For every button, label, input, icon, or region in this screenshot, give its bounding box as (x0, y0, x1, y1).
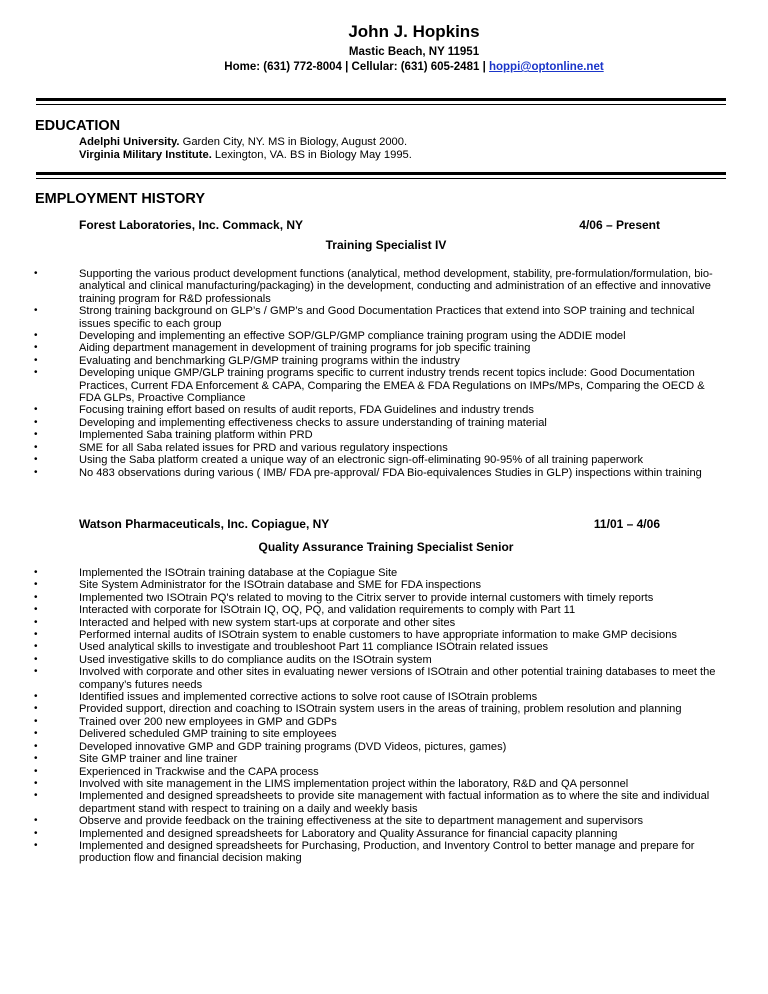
bullet-text: Implemented and designed spreadsheets for Purchasing, Production, and Inventory Control to better manage and prepare for production flow and financial decision making (79, 839, 695, 865)
bullet-dot: • (34, 367, 38, 379)
bullet-dot: • (34, 629, 38, 641)
bullet-item (0, 330, 768, 342)
candidate-name: John J. Hopkins (348, 22, 480, 41)
bullet-dot: • (34, 604, 38, 616)
bullet-dot: • (34, 753, 38, 765)
bullet-text: Interacted with corporate for ISOtrain IQ, OQ, PQ, and validation requirements to comply with Part 11 (79, 604, 576, 617)
bullet-text: Developing unique GMP/GLP training programs specific to current industry trends recent topics include: Good Documentation Practices, Current FDA Enforcement & CAPA, Comparing the EMEA & FDA Regulations on IMPs/MPs, Comparing the OECD & FDA GLPs, Proactive Compliance (79, 367, 705, 405)
bullet-item (0, 691, 768, 703)
bullet-text: Observe and provide feedback on the training effectiveness at the site to department management and supervisors (79, 815, 644, 828)
job-responsibilities (0, 268, 768, 479)
bullet-dot: • (34, 454, 38, 466)
bullet-item (0, 342, 768, 354)
degree-detail: Garden City, NY. MS in Biology, August 2000. (179, 136, 408, 148)
employment-heading: EMPLOYMENT HISTORY (35, 191, 205, 207)
bullet-item (0, 840, 768, 865)
bullet-item (0, 617, 768, 629)
bullet-dot: • (34, 330, 38, 342)
bullet-item (0, 579, 768, 591)
header-rule-thick (36, 98, 726, 101)
bullet-item (0, 778, 768, 790)
bullet-item (0, 442, 768, 454)
bullet-text: Implemented the ISOtrain training database at the Copiague Site (79, 567, 398, 579)
bullet-text: Used investigative skills to do compliance audits on the ISOtrain system (79, 653, 432, 666)
bullet-dot: • (34, 616, 38, 628)
bullet-dot: • (34, 404, 38, 416)
bullet-dot: • (34, 429, 38, 441)
bullet-item (0, 268, 768, 305)
degree-detail: Lexington, VA. BS in Biology May 1995. (211, 149, 412, 161)
bullet-dot: • (34, 765, 38, 777)
bullet-item (0, 815, 768, 827)
bullet-text: Implemented two ISOtrain PQ's related to moving to the Citrix server to provide internal customers with timely reports (79, 591, 654, 604)
job-position: Quality Assurance Training Specialist Senior (258, 540, 514, 554)
bullet-item (0, 404, 768, 416)
education-heading: EDUCATION (35, 118, 121, 134)
candidate-address: Mastic Beach, NY 11951 (348, 46, 480, 58)
bullet-item (0, 367, 768, 404)
bullet-text: Supporting the various product development functions (analytical, method development, stability, pre-formulation/formulation, bio-analytical and clinical manufacturing/packaging) in the development, conducting and administration of an effective and innovative training program for R&D professionals (79, 268, 713, 305)
job-header (79, 218, 660, 232)
bullet-item (0, 666, 768, 691)
bullet-item (0, 741, 768, 753)
bullet-text: Implemented and designed spreadsheets for Laboratory and Quality Assurance for financial capacity planning (79, 827, 618, 840)
bullet-item (0, 567, 768, 579)
bullet-text: SME for all Saba related issues for PRD and various regulatory inspections (79, 441, 448, 454)
bullet-text: Performed internal audits of ISOtrain system to enable customers to have appropriate information to make GMP decisions (79, 629, 677, 642)
education-rule-thick (36, 172, 726, 175)
bullet-dot: • (34, 354, 38, 366)
job-dates: 4/06 – Present (579, 218, 660, 232)
bullet-item (0, 790, 768, 815)
bullet-dot: • (34, 839, 38, 851)
bullet-item (0, 467, 768, 479)
contact-line (0, 61, 768, 73)
bullet-dot: • (34, 579, 38, 591)
bullet-text: Aiding department management in development of training programs for job specific training (79, 342, 531, 355)
bullet-item (0, 454, 768, 466)
bullet-item (0, 592, 768, 604)
bullet-text: Experienced in Trackwise and the CAPA process (79, 765, 319, 778)
bullet-item (0, 766, 768, 778)
job-header (79, 517, 660, 531)
bullet-item (0, 417, 768, 429)
phone-numbers: Home: (631) 772-8004 | Cellular: (631) 605-2481 | (224, 61, 489, 73)
bullet-item (0, 703, 768, 715)
bullet-dot: • (34, 691, 38, 703)
bullet-text: Developing and implementing effectiveness checks to assure understanding of training material (79, 416, 547, 429)
bullet-text: Trained over 200 new employees in GMP and GDPs (79, 715, 337, 728)
school-name: Virginia Military Institute. (79, 149, 212, 161)
bullet-dot: • (34, 466, 38, 478)
bullet-text: Site GMP trainer and line trainer (79, 753, 238, 766)
bullet-item (0, 753, 768, 765)
email-link[interactable]: hoppi@optonline.net (488, 61, 604, 73)
bullet-text: Involved with site management in the LIMS implementation project within the laboratory, R&D and QA personnel (79, 777, 629, 790)
bullet-dot: • (34, 305, 38, 317)
job-dates: 11/01 – 4/06 (593, 517, 660, 531)
bullet-dot: • (34, 827, 38, 839)
bullet-item (0, 728, 768, 740)
bullet-item (0, 305, 768, 330)
company-name: Forest Laboratories, Inc. Commack, NY (79, 218, 304, 232)
bullet-dot: • (34, 591, 38, 603)
bullet-text: Focusing training effort based on results of audit reports, FDA Guidelines and industry trends (79, 404, 534, 417)
education-rule-thin (36, 178, 726, 179)
bullet-dot: • (34, 815, 38, 827)
bullet-item (0, 716, 768, 728)
bullet-dot: • (34, 342, 38, 354)
bullet-text: Evaluating and benchmarking GLP/GMP training programs within the industry (79, 354, 460, 367)
bullet-item (0, 654, 768, 666)
bullet-text: Strong training background on GLP’s / GMP’s and Good Documentation Practices that extend into SOP training and technical issues specific to each group (79, 305, 695, 330)
bullet-dot: • (34, 790, 38, 802)
bullet-text: Provided support, direction and coaching to ISOtrain system users in the areas of training, problem resolution and planning (79, 703, 682, 716)
bullet-item (0, 629, 768, 641)
bullet-dot: • (34, 416, 38, 428)
bullet-dot: • (34, 653, 38, 665)
bullet-item (0, 429, 768, 441)
bullet-dot: • (34, 703, 38, 715)
bullet-dot: • (34, 567, 38, 578)
bullet-dot: • (34, 666, 38, 678)
bullet-dot: • (34, 728, 38, 740)
bullet-item (0, 828, 768, 840)
bullet-text: Developing and implementing an effective SOP/GLP/GMP compliance training program using the ADDIE model (79, 330, 626, 343)
bullet-text: Identified issues and implemented corrective actions to solve root cause of ISOtrain problems (79, 691, 538, 704)
job-position: Training Specialist IV (325, 238, 447, 252)
bullet-item (0, 604, 768, 616)
bullet-text: Involved with corporate and other sites in evaluating newer versions of ISOtrain and other potential training databases to meet the company’s futures needs (79, 666, 716, 691)
bullet-text: No 483 observations during various ( IMB/ FDA pre-approval/ FDA Bio-equivalences Studies in GLP) inspections within training (79, 466, 702, 479)
bullet-text: Implemented and designed spreadsheets to provide site management with factual information as to where the site and individual department stand with respect to training on a daily and weekly basis (79, 790, 710, 815)
header-rule-thin (36, 104, 726, 105)
bullet-dot: • (34, 641, 38, 653)
bullet-text: Implemented Saba training platform within PRD (79, 429, 313, 442)
bullet-dot: • (34, 777, 38, 789)
bullet-dot: • (34, 268, 38, 279)
bullet-text: Delivered scheduled GMP training to site employees (79, 728, 337, 741)
school-name: Adelphi University. (79, 136, 180, 148)
bullet-text: Interacted and helped with new system start-ups at corporate and other sites (79, 616, 456, 629)
bullet-text: Site System Administrator for the ISOtrain database and SME for FDA inspections (79, 579, 482, 592)
bullet-dot: • (34, 441, 38, 453)
job-responsibilities (0, 567, 768, 865)
bullet-item (0, 641, 768, 653)
bullet-dot: • (34, 715, 38, 727)
education-entry (79, 136, 407, 148)
bullet-text: Developed innovative GMP and GDP training programs (DVD Videos, pictures, games) (79, 740, 507, 753)
bullet-text: Using the Saba platform created a unique way of an electronic sign-off-eliminating 90-95% of all training paperwork (79, 454, 644, 467)
bullet-text: Used analytical skills to investigate and troubleshoot Part 11 compliance ISOtrain related issues (79, 641, 549, 654)
bullet-dot: • (34, 740, 38, 752)
bullet-item (0, 355, 768, 367)
education-entry (79, 149, 412, 161)
company-name: Watson Pharmaceuticals, Inc. Copiague, NY (79, 517, 330, 531)
